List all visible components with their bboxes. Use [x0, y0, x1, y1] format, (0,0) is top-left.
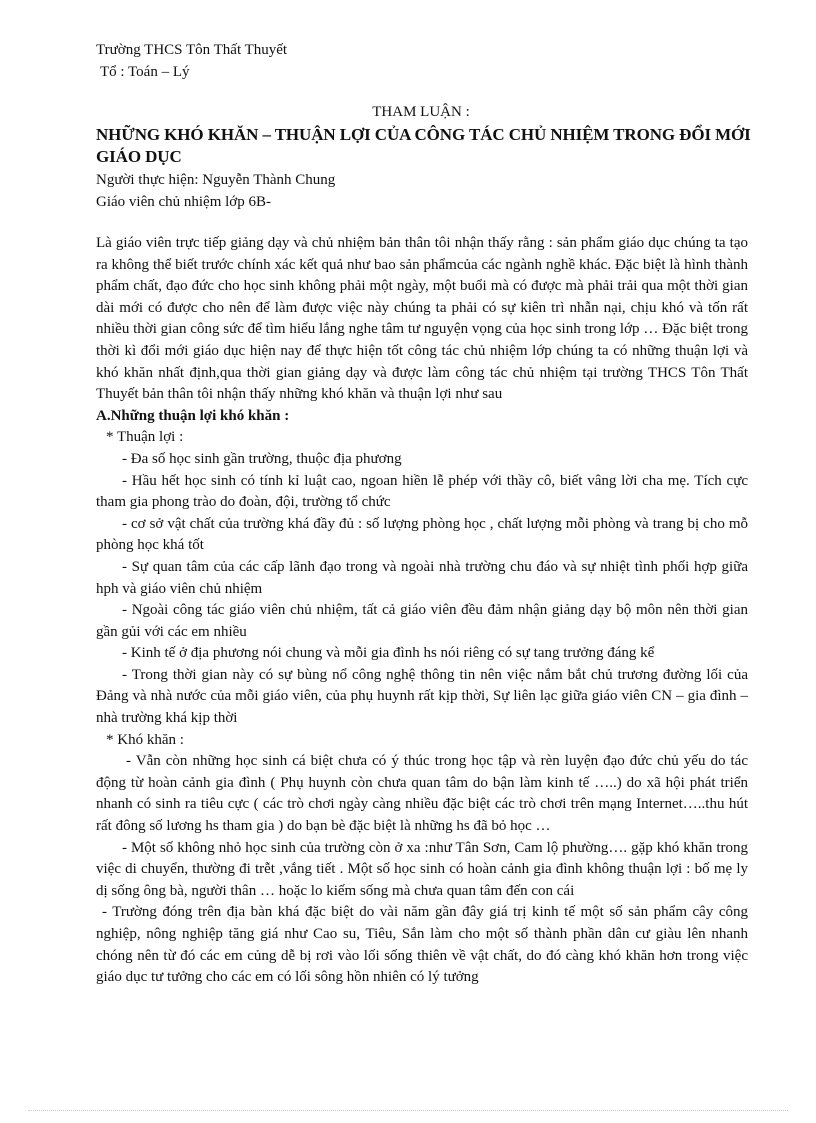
advantage-item: - Sự quan tâm của các cấp lãnh đạo trong và ngoài nhà trường chu đáo và sự nhiệt tình phối hợp giữa hph và giáo viên chủ nhiệm [96, 558, 748, 597]
page-bottom-divider [28, 1110, 788, 1111]
document-title: NHỮNG KHÓ KHĂN – THUẬN LỢI CỦA CÔNG TÁC CHỦ NHIỆM TRONG ĐỔI MỚI GIÁO DỤC [96, 125, 751, 166]
author-name: Người thực hiện: Nguyễn Thành Chung [96, 172, 336, 188]
author-role: Giáo viên chủ nhiệm lớp 6B- [96, 194, 271, 210]
document-subtitle: THAM LUẬN : [372, 104, 470, 120]
difficulty-item: - Vẫn còn những học sinh cá biệt chưa có ý thúc trong học tập và rèn luyện đạo đức chủ yếu do tác động từ hoàn cảnh gia đình ( Phụ huynh còn chưa quan tâm do bận làm kinh tế …..) do xã hội phát triển nhanh có sinh ra tiêu cực ( các trò chơi ngày càng nhiều đặc biệt các trò chơi trên mạng Internet…..thu hút rất đông số lương hs tham gia ) do bạn bè đặc biệt là những hs đã bỏ học … [96, 753, 748, 835]
school-name: Trường THCS Tôn Thất Thuyết [96, 42, 288, 58]
advantage-item: - Trong thời gian này có sự bùng nổ công nghệ thông tin nên việc nắm bắt chủ trương đường lối của Đảng và nhà nước của mỗi giáo viên, của phụ huynh rất kịp thời, Sự liên lạc giữa giáo viên CN – gia đình – nhà trường khá kịp thời [96, 666, 748, 727]
advantage-item: - Hầu hết học sinh có tính kỉ luật cao, ngoan hiền lễ phép với thầy cô, biết vâng lời cha mẹ. Tích cực tham gia phong trào do đoàn, đội, trường tổ chức [96, 472, 748, 511]
group-name: Tổ : Toán – Lý [100, 64, 190, 80]
section-a-heading: A.Những thuận lợi khó khăn : [96, 407, 290, 424]
intro-paragraph: Là giáo viên trực tiếp giảng dạy và chủ nhiệm bản thân tôi nhận thấy rằng : sản phẩm giáo dục chúng ta tạo ra không thể biết trước chính xác kết quả như bao sản phẩmcủa các ngành nghề khác. Đặc biệt là hình thành phẩm chất, đạo đức cho học sinh không phải một ngày, một buổi mà có được mà phải trải qua một thời gian dài mới có được cho nên để làm được việc này chúng ta phải có sự kiên trì nhẫn nại, chịu khó và tốn rất nhiều thời gian công sức để tìm hiểu lắng nghe tâm tư nguyện vọng của học sinh trong lớp … Đặc biệt trong thời kì đổi mới giáo dục hiện nay để thực hiện tốt công tác chủ nhiệm lớp chúng ta có những thuận lợi và khó khăn nhất định,qua thời gian giảng dạy và được làm công tác chủ nhiệm tại trường THCS Tôn Thất Thuyết bản thân tôi nhận thấy những khó khăn và thuận lợi như sau [96, 235, 748, 403]
document-body [96, 233, 748, 989]
document-header [96, 40, 746, 84]
advantage-item: - Đa số học sinh gần trường, thuộc địa phương [122, 450, 402, 467]
advantage-item: - Kinh tế ở địa phương nói chung và mỗi gia đình hs nói riêng có sự tang trưởng đáng kể [122, 645, 655, 662]
advantages-heading: * Thuận lợi : [106, 429, 184, 446]
advantage-item: - Ngoài công tác giáo viên chủ nhiệm, tất cả giáo viên đều đảm nhận giảng dạy bộ môn nên thời gian gần gủi với các em nhiều [96, 602, 748, 640]
difficulties-heading: * Khó khăn : [106, 731, 184, 748]
advantage-item: - cơ sở vật chất của trường khá đầy đủ : số lượng phòng học , chất lượng mỗi phòng và trang bị cho mỗ phòng học khá tốt [96, 515, 748, 554]
difficulty-item: - Trường đóng trên địa bàn khá đặc biệt do vài năm gần đây giá trị kinh tế một số sản phẩm cây công nghiệp, nông nghiệp tăng giá như Cao su, Tiêu, Sắn làm cho một số thành phần dân cư giàu lên nhanh chóng nên từ đó các em củng dễ bị rơi vào lối sống thiên về vật chất, do đó càng khó khăn hơn trong việc giáo dục tư tưởng cho các em có lối sông hồn nhiên có lý tưởng [96, 904, 748, 986]
difficulty-item: - Một số không nhỏ học sinh của trường còn ở xa :như Tân Sơn, Cam lộ phường…. gặp khó khăn trong việc di chuyển, thường đi trễt ,vắng tiết . Một số học sinh có hoàn cảnh gia đình không thuận lợi : bố mẹ ly dị sống ông bà, người thân … hoặc lo kiếm sống mà chưa quan tâm đến con cái [96, 839, 748, 899]
author-info [96, 170, 746, 214]
